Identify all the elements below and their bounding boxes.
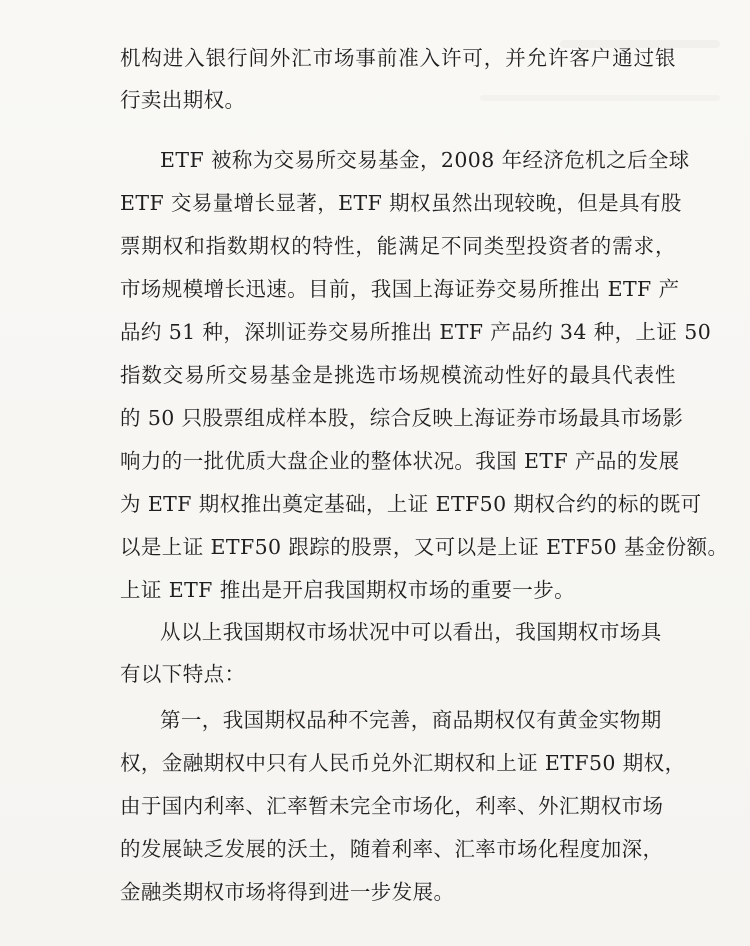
text-line: 的发展缺乏发展的沃土，随着利率、汇率市场化程度加深， — [120, 837, 664, 861]
text-line: 有以下特点： — [120, 662, 246, 686]
text-line: 金融类期权市场将得到进一步发展。 — [120, 880, 455, 904]
text-line: ETF 被称为交易所交易基金，2008 年经济危机之后全球 — [160, 148, 690, 172]
text-line: 机构进入银行间外汇市场事前准入许可，并允许客户通过银 — [120, 46, 677, 70]
text-line: ETF 交易量增长显著，ETF 期权虽然出现较晚，但是具有股 — [120, 191, 682, 215]
text-line: 指数交易所交易基金是挑选市场规模流动性好的最具代表性 — [120, 363, 677, 387]
text-line: 从以上我国期权市场状况中可以看出，我国期权市场具 — [160, 620, 662, 644]
text-line: 的 50 只股票组成样本股，综合反映上海证券市场最具市场影 — [120, 406, 684, 430]
text-line: 为 ETF 期权推出奠定基础，上证 ETF50 期权合约的标的既可 — [120, 492, 702, 516]
text-line: 市场规模增长迅速。目前，我国上海证券交易所推出 ETF 产 — [120, 277, 680, 301]
text-line: 第一，我国期权品种不完善，商品期权仅有黄金实物期 — [160, 708, 662, 732]
text-line: 由于国内利率、汇率暂未完全市场化，利率、外汇期权市场 — [120, 794, 664, 818]
text-line: 权，金融期权中只有人民币兑外汇期权和上证 ETF50 期权， — [120, 751, 686, 775]
bleed-through-mark — [480, 95, 720, 101]
text-line: 上证 ETF 推出是开启我国期权市场的重要一步。 — [120, 578, 575, 602]
text-line: 票期权和指数期权的特性，能满足不同类型投资者的需求， — [120, 234, 677, 258]
text-line: 响力的一批优质大盘企业的整体状况。我国 ETF 产品的发展 — [120, 449, 680, 473]
text-line: 以是上证 ETF50 跟踪的股票，又可以是上证 ETF50 基金份额。 — [120, 535, 729, 559]
text-line: 品约 51 种，深圳证券交易所推出 ETF 产品约 34 种，上证 50 — [120, 320, 712, 344]
text-line: 行卖出期权。 — [120, 88, 246, 112]
